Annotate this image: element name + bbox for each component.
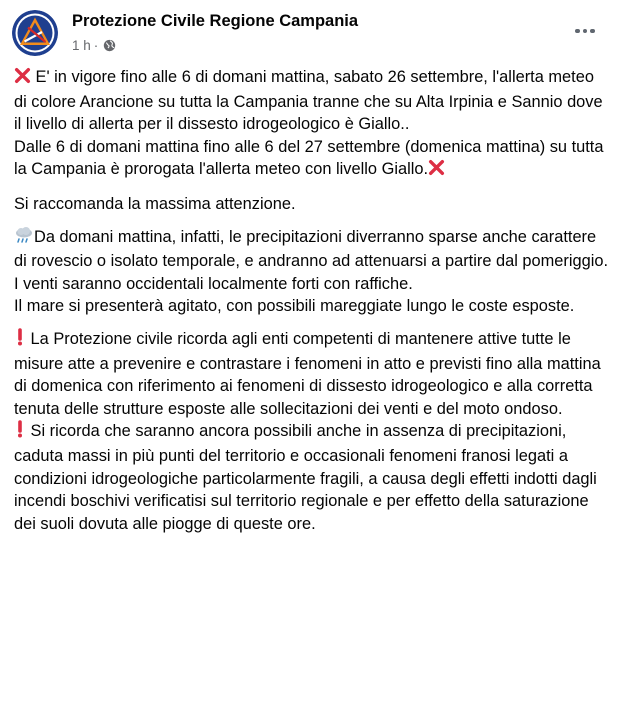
cross-mark-icon [428, 159, 445, 183]
ellipsis-icon [575, 29, 580, 34]
post-body [14, 66, 609, 535]
post-time[interactable]: 1 h [72, 38, 91, 53]
cross-mark-icon [14, 67, 31, 91]
civil-protection-logo-icon [12, 10, 58, 56]
rain-cloud-icon [14, 226, 34, 251]
avatar[interactable] [12, 10, 58, 56]
post-meta [72, 38, 116, 53]
ellipsis-icon [583, 29, 588, 34]
globe-icon[interactable] [103, 39, 116, 52]
post-paragraph-2: Si raccomanda la massima attenzione. [14, 194, 296, 213]
post-paragraph-5 [14, 420, 609, 535]
more-options-button[interactable] [571, 20, 599, 42]
exclamation-icon [14, 420, 26, 445]
paragraph-text: Da domani mattina, infatti, le precipitazioni diverranno sparse anche carattere di rovescio o isolato temporale, e andranno ad attenuarsi a partire dal pomeriggio. I venti saranno occidentali localmente forti con raffiche. Il mare si presenterà agitato, con possibili mareggiate lungo le coste esposte. [14, 227, 609, 316]
exclamation-icon [14, 328, 26, 353]
post-paragraph-4 [14, 328, 609, 420]
paragraph-text: E' in vigore fino alle 6 di domani mattina, sabato 26 settembre, l'allerta meteo di colore Arancione su tutta la Campania tranne che su Alta Irpinia e Sannio dove il livello di allerta per il dissesto idrogeologico è Giallo.. Dalle 6 di domani mattina fino alle 6 del 27 settembre (domenica mattina) su tutta la Campania è prorogata l'allerta meteo con livello Giallo. [14, 68, 604, 179]
paragraph-text: La Protezione civile ricorda agli enti competenti di mantenere attive tutte le misure atte a prevenire e contrastare i fenomeni in atto e previsti fino alla mattina di domenica con riferimento ai fenomeni di dissesto idrogeologico e alla corretta tenuta delle strutture esposte alle sollecitazioni dei venti e del moto ondoso. [14, 329, 601, 418]
post-header [0, 0, 617, 68]
post-paragraph-1 [14, 66, 609, 183]
page-name[interactable]: Protezione Civile Regione Campania [72, 12, 359, 30]
paragraph-text: Si ricorda che saranno ancora possibili anche in assenza di precipitazioni, caduta massi in più punti del territorio e occasionali fenomeni franosi legati a condizioni idrogeologiche particolarmente fragili, a causa degli effetti indotti dagli incendi boschivi verificatisi sul territorio regionale e per effetto della saturazione dei suoli dovuta alle piogge di queste ore. [14, 422, 597, 533]
ellipsis-icon [590, 29, 595, 34]
meta-separator: · [93, 38, 99, 53]
post-paragraph-3 [14, 226, 609, 318]
